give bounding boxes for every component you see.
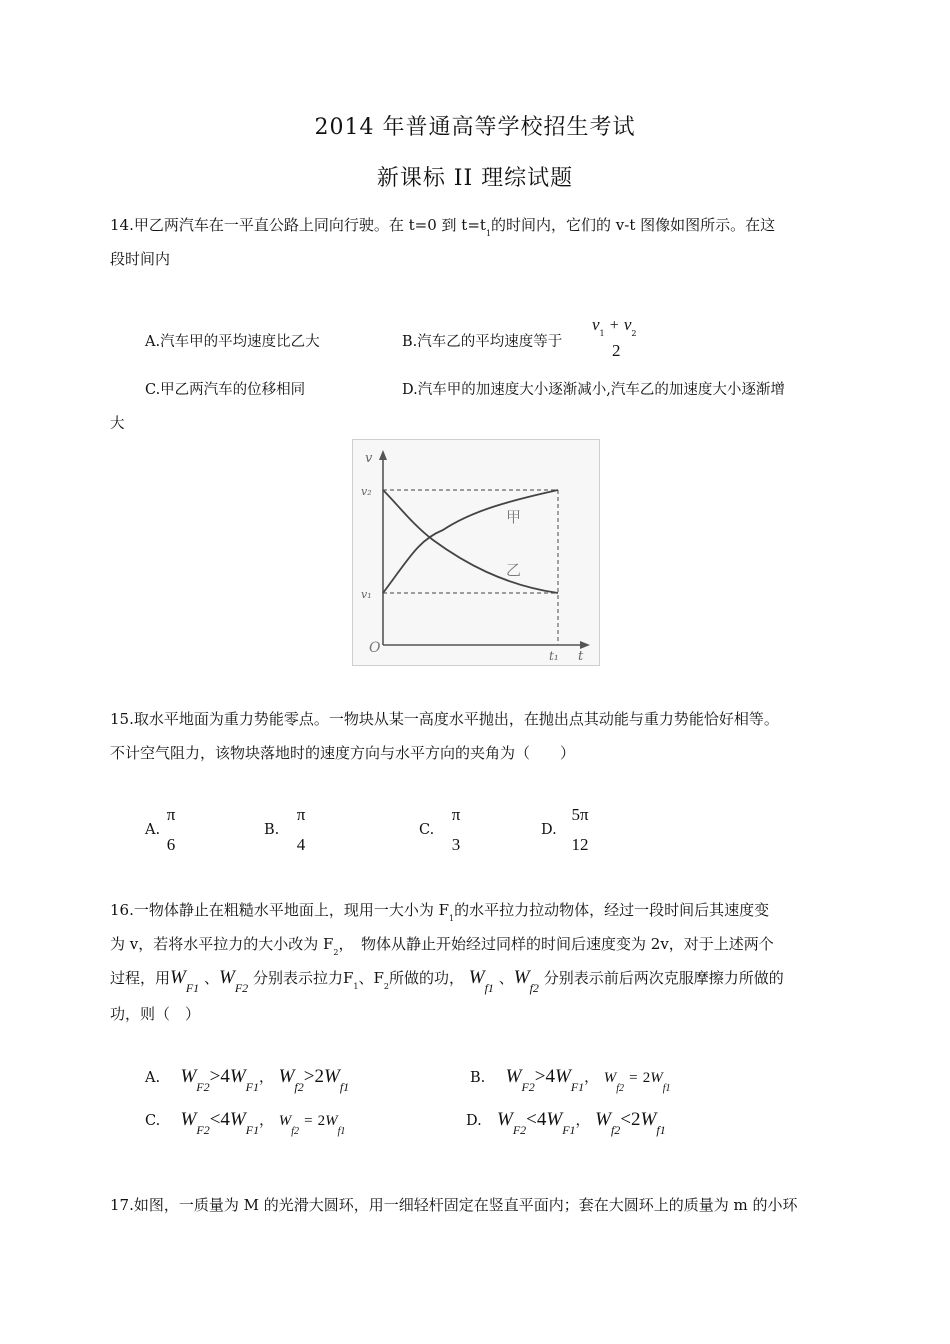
- curve-jia: [383, 490, 558, 593]
- curve-yi-label: 乙: [506, 561, 522, 579]
- q16c-w2: W: [229, 1109, 246, 1130]
- q16c-w1: W: [180, 1109, 197, 1130]
- v2-sub: 2: [631, 329, 637, 338]
- plus-sign: +: [609, 317, 619, 334]
- q16b-four: 4: [545, 1066, 555, 1087]
- q16a-w2: W: [229, 1066, 246, 1087]
- q16a-four: 4: [220, 1066, 230, 1087]
- origin-label: O: [369, 640, 381, 656]
- q16-line1-a: 16.一物体静止在粗糙水平地面上，现用一大小为 F: [110, 901, 450, 919]
- q16a-gt2: >: [303, 1066, 315, 1087]
- q14-option-b: B.汽车乙的平均速度等于: [402, 334, 563, 350]
- w-lf2-sub: f2: [529, 981, 539, 995]
- q16-line2: [110, 927, 774, 964]
- q16-option-b: [470, 1066, 671, 1094]
- q14-stem-b: 的时间内，它们的 v-t 图像如图所示。在这: [491, 216, 776, 234]
- w-f1-symbol: W: [170, 967, 186, 988]
- v1-sub: 1: [599, 329, 605, 338]
- q14-fraction-denominator: 2: [612, 341, 621, 360]
- fraction-denominator: 12: [571, 835, 589, 854]
- w-lf1-sub: f1: [484, 981, 494, 995]
- q14-option-d-line1: D.汽车甲的加速度大小逐渐减小,汽车乙的加速度大小逐渐增: [402, 382, 785, 398]
- q16-line3-c: 分别表示拉力F: [252, 969, 354, 987]
- q16a-w3-sub: f2: [294, 1080, 304, 1094]
- fraction-numerator: 5π: [571, 805, 589, 824]
- q14-stem-a: 14.甲乙两汽车在一平直公路上同向行驶。在 t=0 到 t=t: [110, 216, 486, 234]
- w-lf2-symbol: W: [513, 967, 530, 988]
- q16-line4: 功，则（ ）: [110, 1005, 201, 1023]
- y-axis-label: v: [365, 451, 373, 466]
- q16c-eq: =: [304, 1113, 313, 1129]
- q16-option-d: [466, 1109, 666, 1137]
- q16c-w2-sub: F1: [245, 1123, 260, 1137]
- q16c-lt: <: [209, 1109, 221, 1130]
- q16-line1-b: 的水平拉力拉动物体，经过一段时间后其速度变: [454, 901, 770, 919]
- q15-option-label: D.: [541, 822, 557, 838]
- q14-stem-sub: 1: [485, 229, 492, 238]
- q16-line1-sub: 1: [449, 914, 455, 923]
- fraction-numerator: π: [296, 805, 306, 824]
- q16c-w4-sub: f1: [337, 1126, 346, 1137]
- q16a-w3: W: [278, 1066, 295, 1087]
- q16-f2-sub: 2: [383, 982, 389, 991]
- q16b-w2-sub: F1: [570, 1080, 585, 1094]
- q16-option-d-label: D.: [466, 1113, 482, 1129]
- q16c-four: 4: [220, 1109, 230, 1130]
- q14-option-a: A.汽车甲的平均速度比乙大: [145, 334, 320, 350]
- w-f1-sub: F1: [185, 981, 200, 995]
- q16-option-b-label: B.: [470, 1070, 486, 1086]
- v1-symbol: v: [592, 315, 600, 334]
- vt-graph: [352, 439, 600, 666]
- q16-line3-f: 、: [498, 969, 514, 987]
- q16-line3-d: 、F: [358, 969, 384, 987]
- y-axis-arrow: [379, 450, 387, 460]
- q16-line3-e: 所做的功，: [388, 969, 464, 987]
- q16c-comma: ，: [259, 1113, 274, 1129]
- q16-option-c-label: C.: [145, 1113, 161, 1129]
- q16-line1: [110, 893, 769, 930]
- q16d-w1: W: [496, 1109, 513, 1130]
- q16-line3-g: 分别表示前后两次克服摩擦力所做的: [543, 969, 784, 987]
- q16b-w1: W: [505, 1066, 522, 1087]
- q16a-w1-sub: F2: [196, 1080, 210, 1094]
- q16c-w1-sub: F2: [196, 1123, 210, 1137]
- vt-graph-svg: [353, 440, 599, 665]
- q16b-w3: W: [603, 1070, 617, 1086]
- q15-option-fraction: [287, 800, 315, 860]
- q16b-eq: =: [629, 1070, 638, 1086]
- v2-label: v₂: [361, 485, 372, 498]
- q16-f1-sub: 1: [353, 982, 359, 991]
- q15-stem-line2: 不计空气阻力，该物块落地时的速度方向与水平方向的夹角为（ ）: [110, 744, 576, 762]
- q16d-lt2: <: [620, 1109, 632, 1130]
- v1-label: v₁: [361, 588, 372, 601]
- q14-fraction-numerator: [592, 315, 637, 338]
- fraction-numerator: π: [166, 805, 176, 824]
- fraction-denominator: 6: [166, 835, 176, 854]
- q17-stem-line1: 17.如图，一质量为 M 的光滑大圆环，用一细轻杆固定在竖直平面内；套在大圆环上的质量为 m 的小环: [110, 1196, 798, 1214]
- q16d-w4-sub: f1: [656, 1123, 666, 1137]
- q16a-comma: ，: [259, 1070, 274, 1086]
- q15-option-label: C.: [419, 822, 435, 838]
- q16-line3-b: 、: [203, 969, 219, 987]
- q16c-w3-sub: f2: [291, 1126, 299, 1137]
- q15-option-fraction: [157, 800, 185, 860]
- q14-stem-line2: 段时间内: [110, 250, 171, 268]
- fraction-numerator: π: [451, 805, 461, 824]
- v2-symbol: v: [623, 315, 632, 334]
- w-lf1-symbol: W: [468, 967, 485, 988]
- q16-line3-a: 过程，用: [110, 969, 171, 987]
- q15-option-label: B.: [264, 822, 280, 838]
- q15-option-fraction: [566, 800, 594, 860]
- q16-option-a: [145, 1066, 350, 1094]
- q16-line2-a: 为 v，若将水平拉力的大小改为 F: [110, 935, 334, 953]
- page-title: 2014 年普通高等学校招生考试: [314, 115, 636, 140]
- w-f2-sub: F2: [234, 981, 249, 995]
- q16d-four: 4: [536, 1109, 547, 1130]
- q16d-two: 2: [631, 1109, 641, 1130]
- q16c-w4: W: [325, 1113, 338, 1129]
- q16d-w1-sub: F2: [512, 1123, 527, 1137]
- fraction-denominator: 3: [451, 835, 461, 854]
- page-subtitle: 新课标 II 理综试题: [376, 166, 574, 191]
- x-axis-label: t: [578, 649, 584, 664]
- q16d-w2: W: [546, 1109, 563, 1130]
- q14-stem-line1: [110, 208, 775, 245]
- q16d-w3: W: [595, 1109, 611, 1130]
- q14-option-b-fraction: [592, 315, 644, 365]
- q16-option-c: [145, 1109, 346, 1137]
- q16b-w1-sub: F2: [521, 1080, 535, 1094]
- q16a-w1: W: [180, 1066, 197, 1087]
- q16d-w4: W: [640, 1109, 657, 1130]
- q16-line3: [110, 961, 784, 998]
- q15-option-fraction: [442, 800, 470, 860]
- q16a-gt: >: [209, 1066, 221, 1087]
- curve-yi: [383, 490, 558, 593]
- q16b-w4-sub: f1: [662, 1083, 671, 1094]
- q16c-two: 2: [317, 1113, 326, 1129]
- q15-stem-line1: 15.取水平地面为重力势能零点。一物块从某一高度水平抛出，在抛出点其动能与重力势能恰好相等。: [110, 710, 779, 728]
- w-f2-symbol: W: [218, 967, 235, 988]
- q16a-w4: W: [323, 1066, 340, 1087]
- q14-option-c: C.甲乙两汽车的位移相同: [145, 382, 306, 398]
- fraction-denominator: 4: [296, 835, 306, 854]
- q16-line2-b: ， 物体从静止开始经过同样的时间后速度变为 2v，对于上述两个: [338, 935, 774, 953]
- curve-jia-label: 甲: [506, 508, 522, 526]
- q16c-w3: W: [278, 1113, 292, 1129]
- q16b-comma: ，: [584, 1070, 599, 1086]
- q16b-w2: W: [555, 1066, 571, 1087]
- q16b-w3-sub: f2: [616, 1083, 625, 1094]
- q16a-w2-sub: F1: [245, 1080, 259, 1094]
- q16-line2-sub: 2: [333, 948, 339, 957]
- q15-option-label: A.: [145, 822, 161, 838]
- q16d-lt: <: [526, 1109, 537, 1130]
- q16d-comma: ，: [575, 1113, 591, 1129]
- q16-option-a-label: A.: [145, 1070, 161, 1086]
- q16b-w4: W: [650, 1070, 663, 1086]
- t1-label: t₁: [549, 649, 559, 663]
- q16a-two: 2: [314, 1066, 324, 1087]
- q16a-w4-sub: f1: [339, 1080, 350, 1094]
- q16d-w3-sub: f2: [610, 1123, 621, 1137]
- q16b-gt: >: [534, 1066, 546, 1087]
- x-axis-arrow: [580, 641, 590, 649]
- q16d-w2-sub: F1: [562, 1123, 576, 1137]
- q16b-two: 2: [642, 1070, 651, 1086]
- q14-option-d-line2: 大: [110, 416, 125, 432]
